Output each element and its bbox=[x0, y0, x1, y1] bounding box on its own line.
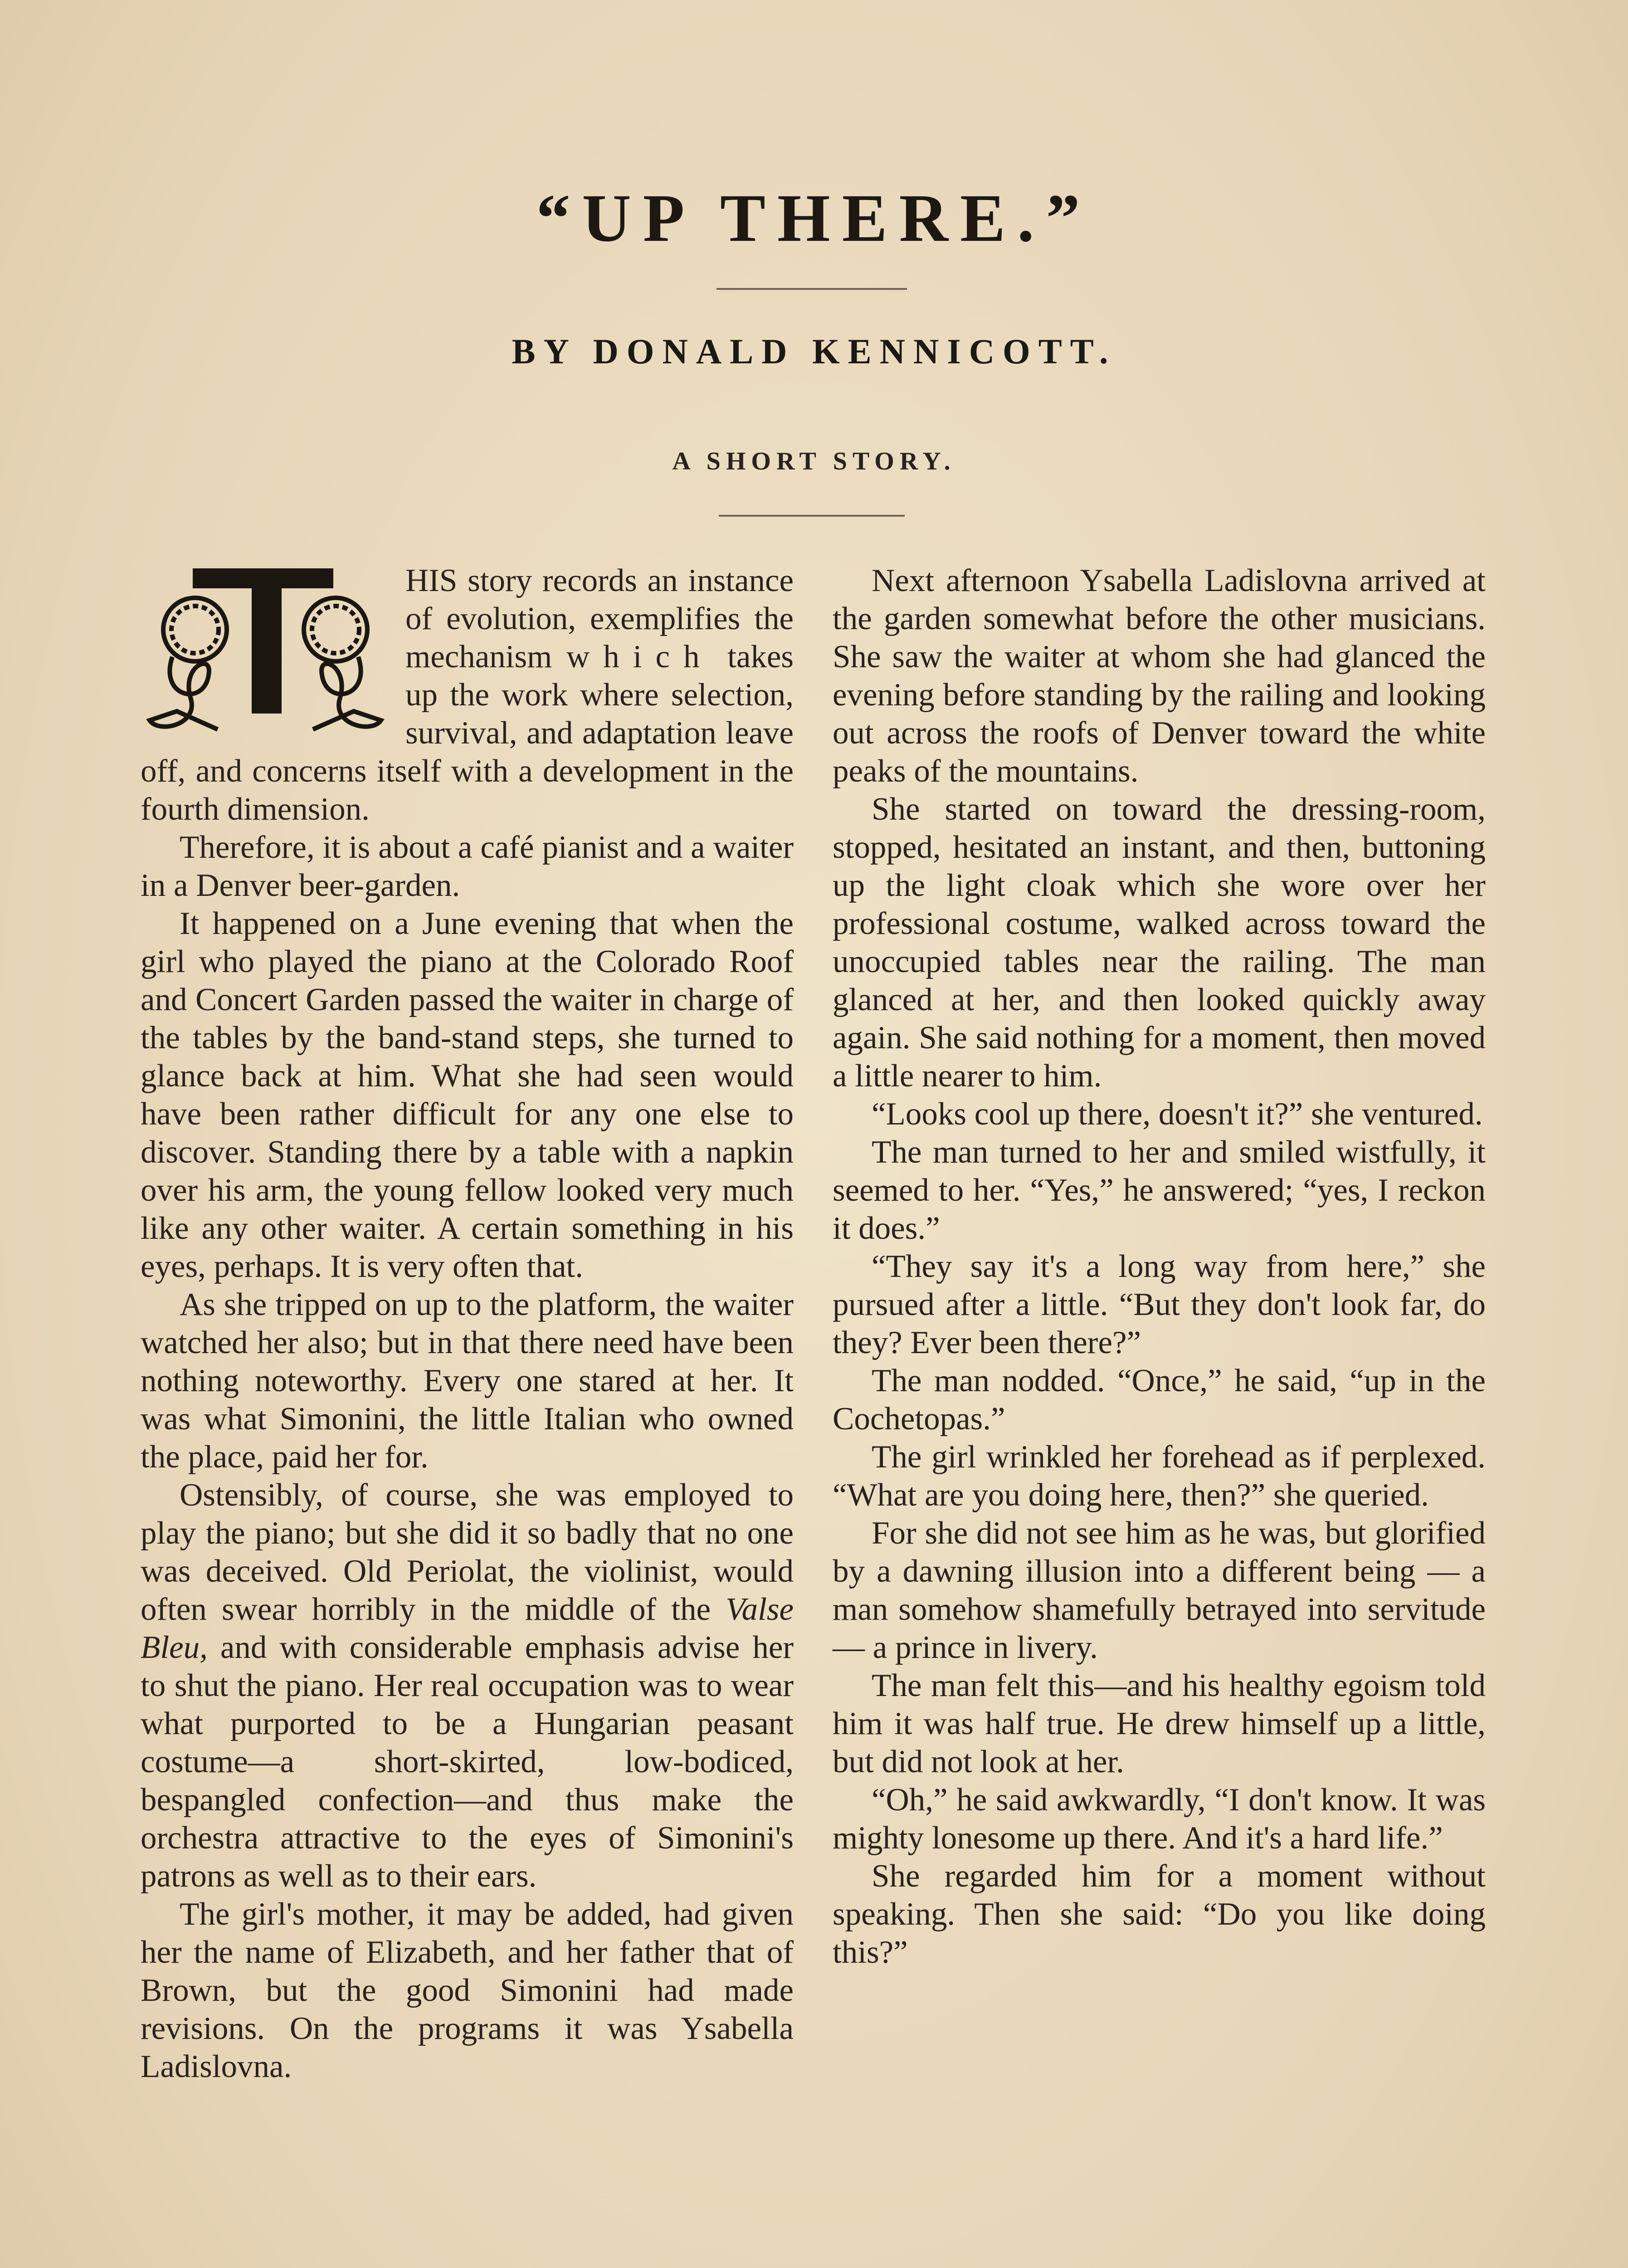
subtitle-rule bbox=[719, 515, 905, 517]
paragraph-text: HIS story records an instance of evolution, exemplifies the mechanism bbox=[405, 563, 794, 675]
paragraph: “They say it's a long way from here,” she pursued after a little. “But they don't look far, do they? Ever been there?” bbox=[833, 1249, 1486, 1360]
paragraph: The man turned to her and smiled wistfully, it seemed to her. “Yes,” he answered; “yes, I reckon it does.” bbox=[833, 1134, 1486, 1246]
paragraph: She regarded him for a moment without speaking. Then she said: “Do you like doing this?” bbox=[833, 1858, 1486, 1970]
paragraph: “Oh,” he said awkwardly, “I don't know. It was mighty lonesome up there. And it's a hard life.” bbox=[833, 1782, 1486, 1856]
right-column bbox=[833, 562, 1486, 1971]
paragraph-text-spaced: which bbox=[566, 639, 713, 675]
paragraph-text: takes up the work where selection, survival, and adaptation leave off, and concerns itself with a development in the fourth dimension. bbox=[141, 639, 794, 827]
paragraph: As she tripped on up to the platform, the waiter watched her also; but in that there need have been nothing noteworthy. Every one stared at her. It was what Simonini, the little Italian who owned the place, paid her for. bbox=[141, 1287, 794, 1475]
paragraph: “Looks cool up there, doesn't it?” she ventured. bbox=[872, 1096, 1483, 1132]
italic-title: Valse Bleu, bbox=[141, 1592, 794, 1665]
byline: BY DONALD KENNICOTT. bbox=[512, 332, 1116, 371]
page-title: “UP THERE.” bbox=[536, 181, 1092, 256]
paragraph: Next afternoon Ysabella Ladislovna arrived at the garden somewhat before the other musicians. She saw the waiter at whom she had glanced the evening before standing by the railing and looking out across the roofs of Denver toward the white peaks of the mountains. bbox=[833, 563, 1486, 789]
dropcap-ornament-icon bbox=[141, 562, 395, 752]
paragraph: For she did not see him as he was, but glorified by a dawning illusion into a different being — a man somehow shamefully betrayed into servitude — a prince in livery. bbox=[833, 1515, 1486, 1665]
paragraph: It happened on a June evening that when the girl who played the piano at the Colorado Roof and Concert Garden passed the waiter in charge of the tables by the band-stand steps, she turned to glance back at him. What she had seen would have been rather difficult for any one else to discover. Standing there by a table with a napkin over his arm, the young fellow looked very much like any other waiter. A certain something in his eyes, perhaps. It is very often that. bbox=[141, 906, 794, 1284]
ornamental-dropcap bbox=[141, 562, 395, 752]
paragraph: The man nodded. “Once,” he said, “up in the Cochetopas.” bbox=[833, 1363, 1486, 1437]
paragraph: The girl wrinkled her forehead as if perplexed. “What are you doing here, then?” she queried. bbox=[833, 1439, 1486, 1513]
paragraph-text: and with considerable emphasis advise her to shut the piano. Her real occupation was to wear what purported to be a Hungarian peasant costume—a short-skirted, low-bodiced, bespangled confection—and thus make the orchestra attractive to the eyes of Simonini's patrons as well as to their ears. bbox=[141, 1630, 794, 1894]
paragraph: She started on toward the dressing-room, stopped, hesitated an instant, and then, buttoning up the light cloak which she wore over her professional costume, walked across toward the unoccupied tables near the railing. The man glanced at her, and then looked quickly away again. She said nothing for a moment, then moved a little nearer to him. bbox=[833, 792, 1486, 1094]
paragraph: The girl's mother, it may be added, had given her the name of Elizabeth, and her father that of Brown, but the good Simonini had made revisions. On the programs it was Ysabella Ladislovna. bbox=[141, 1897, 794, 2084]
paragraph: Therefore, it is about a café pianist and a waiter in a Denver beer-garden. bbox=[141, 830, 794, 903]
paragraph-text: Ostensibly, of course, she was employed to play the piano; but she did it so badly that no one was deceived. Old Periolat, the violinist, would often swear horribly in the middle of the bbox=[141, 1477, 794, 1627]
left-column bbox=[141, 562, 794, 2086]
story-subtitle: A SHORT STORY. bbox=[672, 447, 956, 475]
title-rule bbox=[717, 288, 907, 290]
paragraph: The man felt this—and his healthy egoism told him it was half true. He drew himself up a little, but did not look at her. bbox=[833, 1668, 1486, 1779]
paragraph bbox=[141, 1476, 794, 1895]
